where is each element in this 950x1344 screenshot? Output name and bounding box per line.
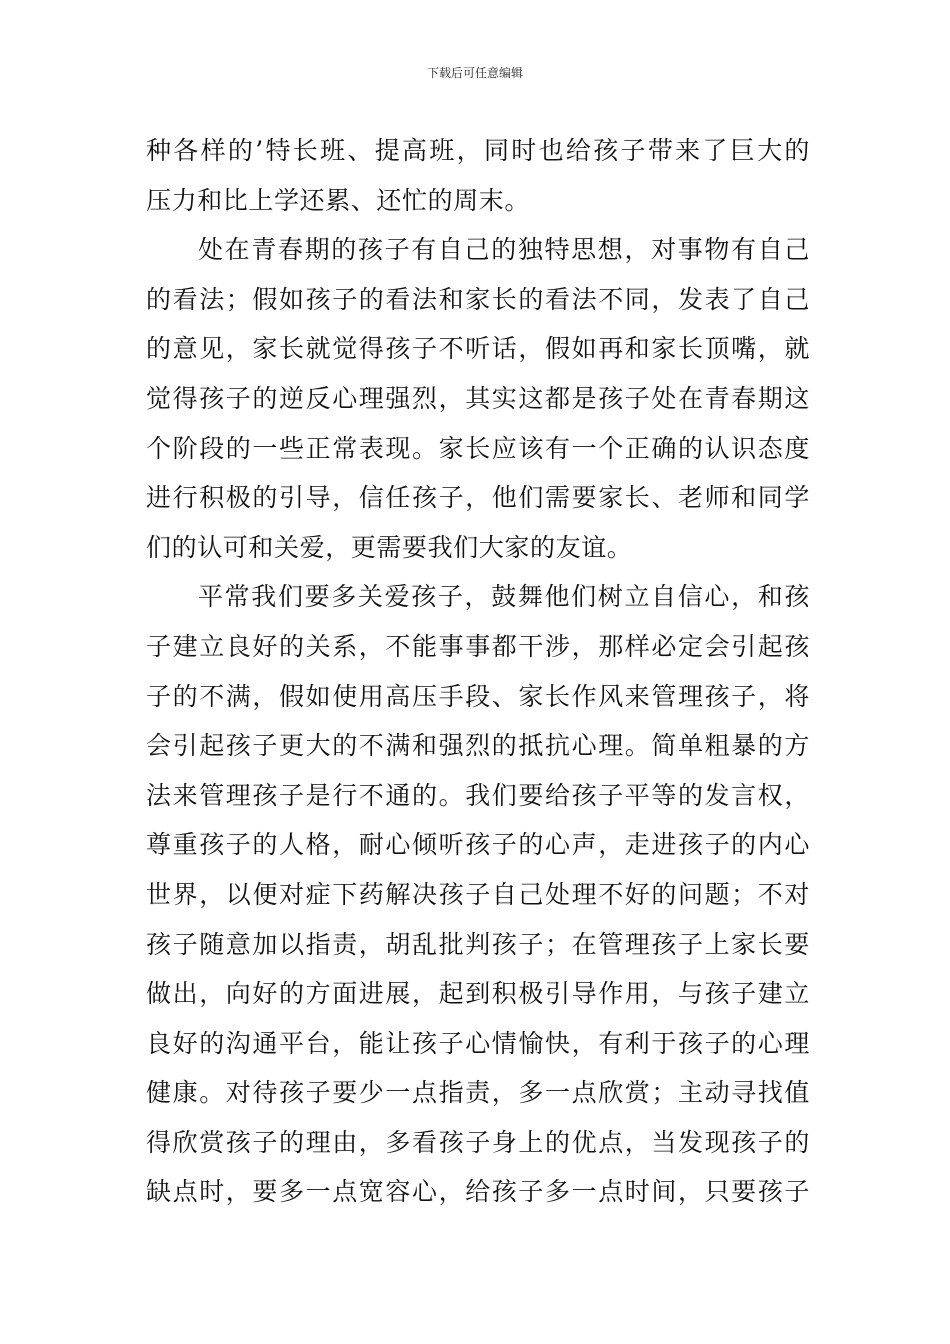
text-line: 尊重孩子的人格，耐心倾听孩子的心声，走进孩子的内心 (146, 830, 810, 860)
text-line: 的意见，家长就觉得孩子不听话，假如再和家长顶嘴，就 (146, 334, 810, 364)
text-line: 子建立良好的关系，不能事事都干涉，那样必定会引起孩 (146, 631, 810, 661)
text-line: 平常我们要多关爱孩子，鼓舞他们树立自信心，和孩 (198, 582, 810, 612)
text-line: 世界，以便对症下药解决孩子自己处理不好的问题；不对 (146, 879, 810, 909)
body-text (146, 126, 810, 1217)
text-line: 得欣赏孩子的理由，多看孩子身上的优点，当发现孩子的 (146, 1127, 810, 1157)
text-line: 们的认可和关爱，更需要我们大家的友谊。 (146, 532, 633, 562)
text-line: 良好的沟通平台，能让孩子心情愉快，有利于孩子的心理 (146, 1028, 810, 1058)
text-line: 个阶段的一些正常表现。家长应该有一个正确的认识态度 (146, 433, 810, 463)
text-line: 孩子随意加以指责，胡乱批判孩子；在管理孩子上家长要 (146, 929, 810, 959)
text-line: 进行积极的引导，信任孩子，他们需要家长、老师和同学 (146, 483, 810, 513)
header-note: 下载后可任意编辑 (426, 66, 523, 80)
text-line: 种各样的’特长班、提高班，同时也给孩子带来了巨大的 (146, 136, 810, 165)
text-line: 觉得孩子的逆反心理强烈，其实这都是孩子处在青春期这 (146, 383, 810, 413)
text-line: 做出，向好的方面进展，起到积极引导作用，与孩子建立 (146, 979, 810, 1009)
text-line: 压力和比上学还累、还忙的周末。 (146, 185, 531, 215)
text-line: 健康。对待孩子要少一点指责，多一点欣赏；主动寻找值 (146, 1078, 810, 1108)
text-line: 处在青春期的孩子有自己的独特思想，对事物有自己 (198, 235, 810, 265)
text-line: 法来管理孩子是行不通的。我们要给孩子平等的发言权， (146, 780, 810, 810)
text-line: 子的不满，假如使用高压手段、家长作风来管理孩子，将 (146, 681, 810, 711)
text-line: 会引起孩子更大的不满和强烈的抵抗心理。简单粗暴的方 (146, 731, 810, 761)
text-line: 缺点时，要多一点宽容心，给孩子多一点时间，只要孩子 (146, 1177, 810, 1207)
text-line: 的看法；假如孩子的看法和家长的看法不同，发表了自己 (146, 284, 810, 314)
